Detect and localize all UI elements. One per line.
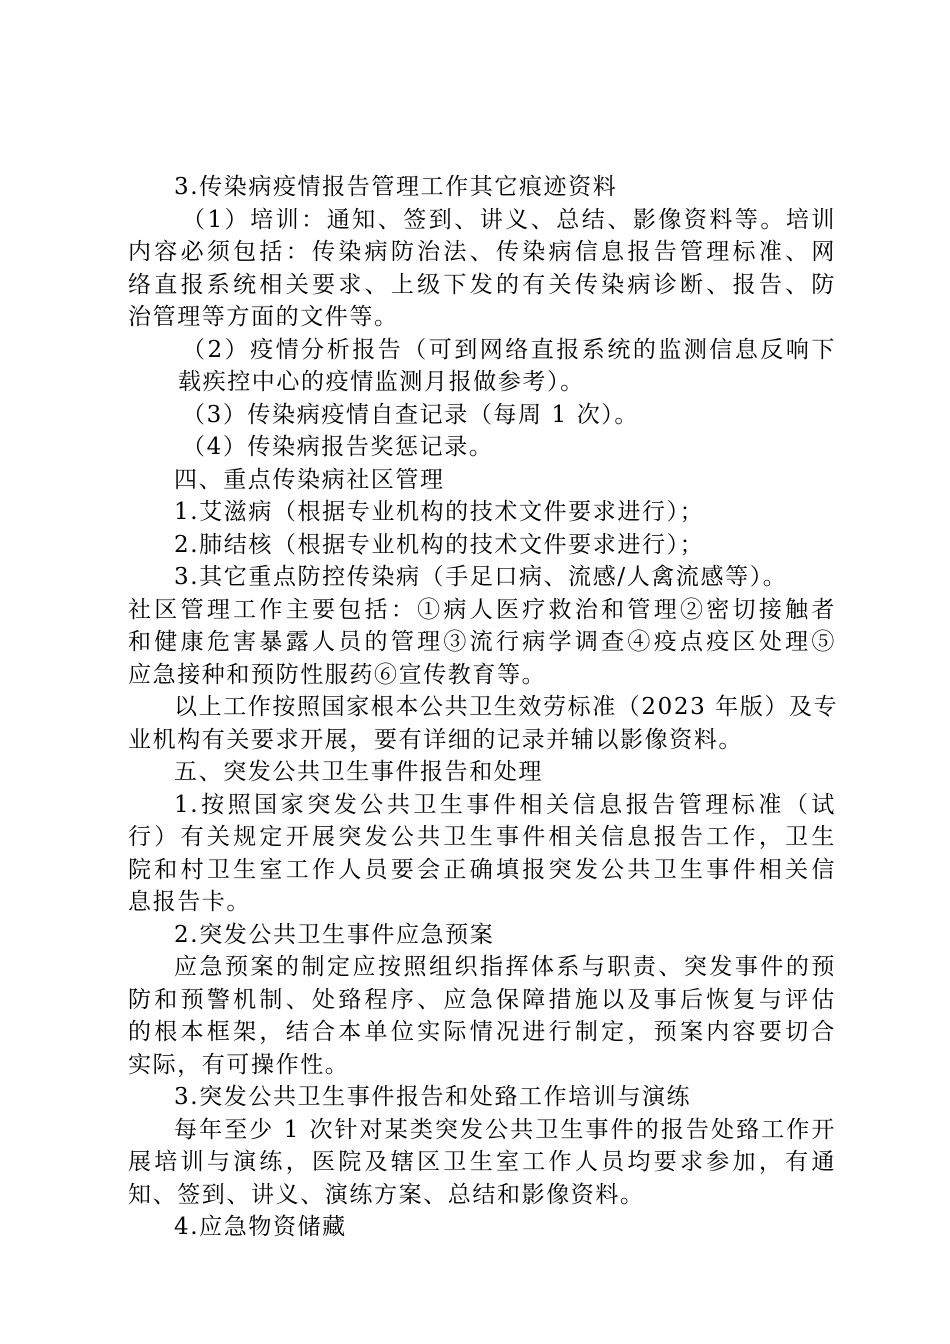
paragraph-line: 1.按照国家突发公共卫生事件相关信息报告管理标准（试 — [174, 791, 836, 818]
paragraph-line: 以上工作按照国家根本公共卫生效劳标准（2023 年版）及专 — [174, 694, 839, 720]
paragraph-line: 行）有关规定开展突发公共卫生事件相关信息报告工作，卫生 — [128, 824, 836, 850]
document-body — [128, 171, 839, 1244]
subheading-training-drill: 3.突发公共卫生事件报告和处臵工作培训与演练 — [174, 1084, 692, 1110]
paragraph-line: 应急接种和预防性服药⑥宣传教育等。 — [128, 661, 547, 688]
list-item: 2.肺结核（根据专业机构的技术文件要求进行）； — [174, 531, 705, 558]
paragraph-line: 内容必须包括：传染病防治法、传染病信息报告管理标准、网 — [128, 239, 836, 265]
paragraph-line: 院和村卫生室工作人员要会正确填报突发公共卫生事件相关信 — [128, 856, 836, 883]
paragraph-line: 的根本框架，结合本单位实际情况进行制定，预案内容要切合 — [128, 1019, 836, 1045]
heading-3-traces: 3.传染病疫情报告管理工作其它痕迹资料 — [174, 174, 618, 200]
section-heading-4: 四、重点传染病社区管理 — [174, 466, 445, 493]
subheading-emergency-supplies: 4.应急物资储藏 — [174, 1214, 347, 1240]
paragraph-line: 社区管理工作主要包括：①病人医疗救治和管理②密切接触者 — [128, 596, 836, 623]
paragraph-line: 实际，有可操作性。 — [128, 1051, 350, 1078]
paragraph-line: 每年至少 1 次针对某类突发公共卫生事件的报告处臵工作开 — [174, 1116, 836, 1143]
paragraph-line: 展培训与演练，医院及辖区卫生室工作人员均要求参加，有通 — [128, 1149, 836, 1175]
paragraph-line: （3）传染病疫情自查记录（每周 1 次）。 — [182, 401, 639, 428]
paragraph-line: 络直报系统相关要求、上级下发的有关传染病诊断、报告、防 — [128, 271, 836, 298]
paragraph-line: 息报告卡。 — [128, 889, 251, 915]
paragraph-line: 防和预警机制、处臵程序、应急保障措施以及事后恢复与评估 — [128, 986, 836, 1013]
paragraph-line: 和健康危害暴露人员的管理③流行病学调查④疫点疫区处理⑤ — [128, 629, 836, 655]
paragraph-line: 治管理等方面的文件等。 — [128, 304, 399, 330]
paragraph-line: （4）传染病报告奖惩记录。 — [182, 434, 494, 460]
paragraph-line: 知、签到、讲义、演练方案、总结和影像资料。 — [128, 1181, 645, 1208]
paragraph-line: （1）培训：通知、签到、讲义、总结、影像资料等。培训 — [182, 206, 836, 233]
paragraph-line: （2）疫情分析报告（可到网络直报系统的监测信息反响下 — [182, 336, 836, 363]
paragraph-line: 载疾控中心的疫情监测月报做参考）。 — [178, 369, 585, 395]
list-item: 3.其它重点防控传染病（手足口病、流感/人禽流感等）。 — [174, 564, 788, 590]
paragraph-line: 应急预案的制定应按照组织指挥体系与职责、突发事件的预 — [174, 954, 836, 980]
section-heading-5: 五、突发公共卫生事件报告和处理 — [174, 759, 543, 785]
list-item: 1.艾滋病（根据专业机构的技术文件要求进行）； — [174, 499, 705, 525]
subheading-emergency-plan: 2.突发公共卫生事件应急预案 — [174, 921, 495, 948]
paragraph-line: 业机构有关要求开展，要有详细的记录并辅以影像资料。 — [128, 726, 743, 753]
